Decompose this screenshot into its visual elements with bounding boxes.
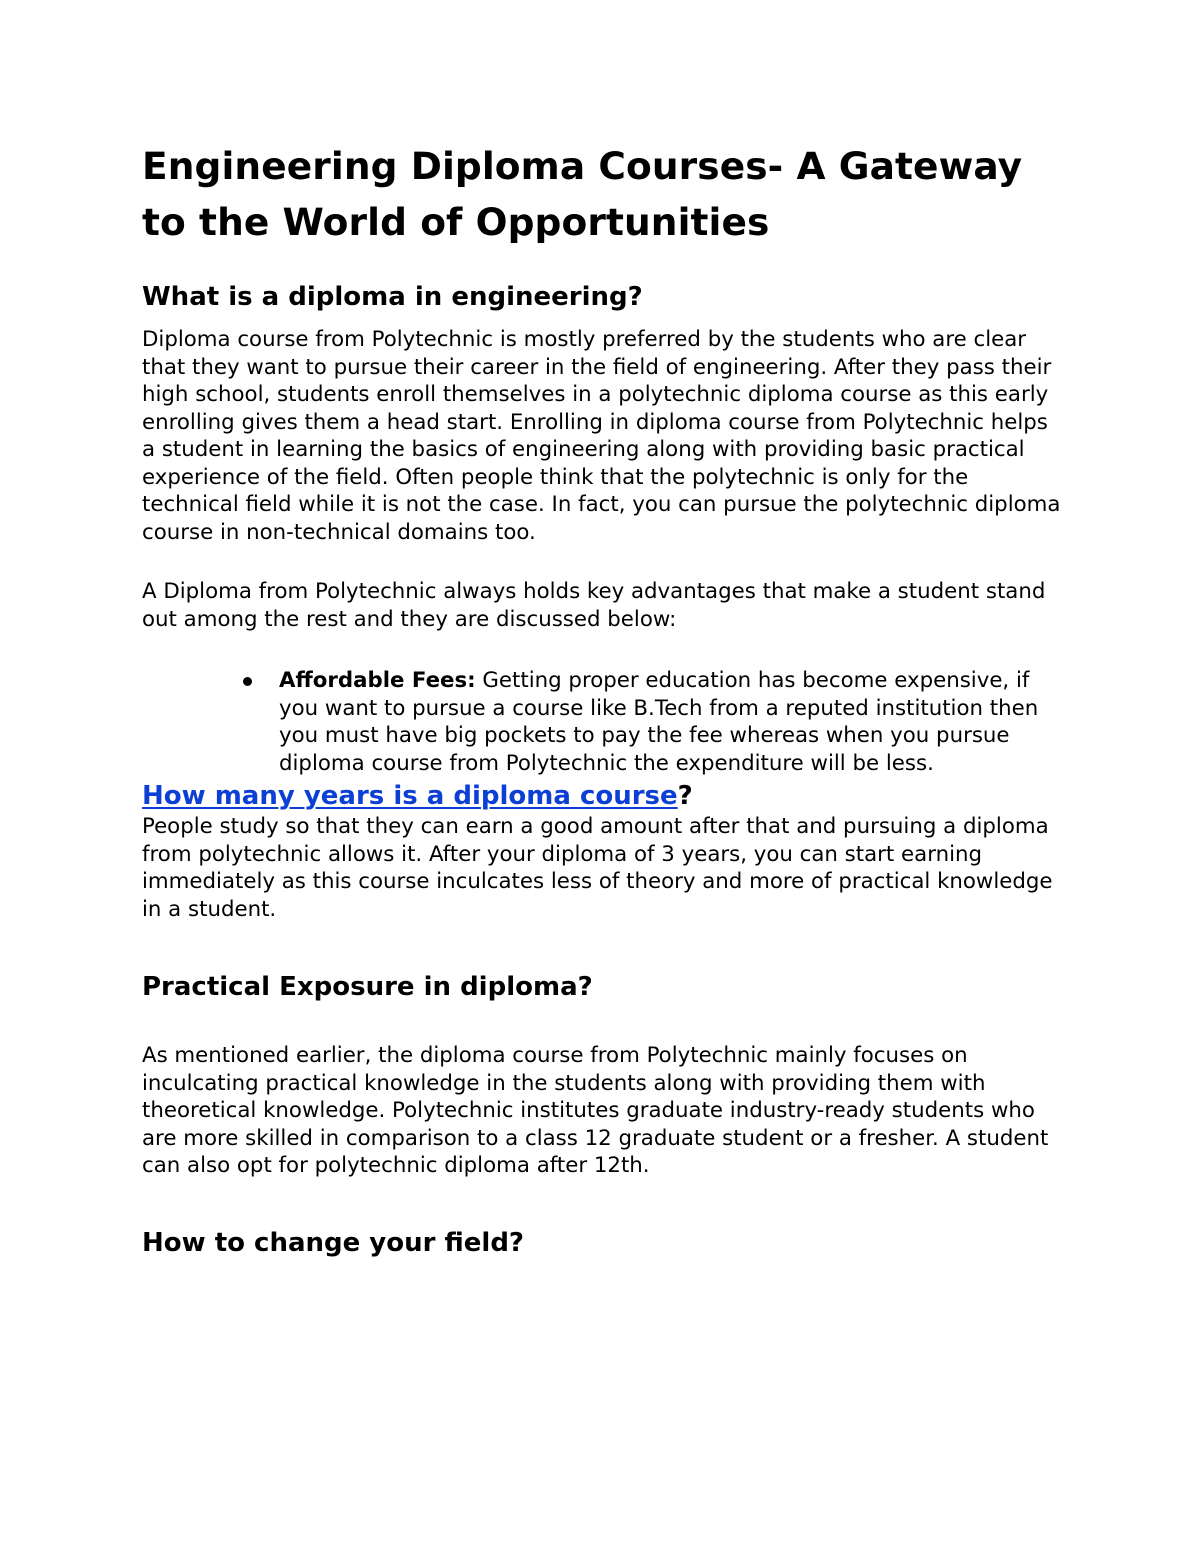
bullet-label: Affordable Fees: [279, 668, 476, 693]
bullet-text: Getting proper education has become expensive, if you want to pursue a course like B.Tech from a reputed institution then you must have big pockets to pay the fee whereas when you pursue diploma course from Polytechnic the expenditure will be less. [279, 668, 1039, 776]
section-heading-change-field: How to change your field? [142, 1227, 525, 1258]
intro-paragraph-2: A Diploma from Polytechnic always holds key advantages that make a student stand out among the rest and they are discussed below: [142, 579, 1046, 632]
document-title: Engineering Diploma Courses- A Gateway to the World of Opportunities [142, 144, 1023, 244]
bullet-icon [243, 677, 252, 686]
section-heading-years [142, 779, 1067, 813]
practical-paragraph: As mentioned earlier, the diploma course from Polytechnic mainly focuses on inculcating practical knowledge in the students along with providing them with theoretical knowledge. Polytechnic institutes graduate industry-ready students who are more skilled in comparison to a class 12 graduate student or a fresher. A student can also opt for polytechnic diploma after 12th. [142, 1043, 1049, 1178]
list-item [142, 667, 1067, 777]
section-heading-what-is-diploma: What is a diploma in engineering? [142, 282, 643, 312]
diploma-course-link[interactable]: How many years is a diploma course [142, 781, 678, 811]
section-heading-practical-exposure: Practical Exposure in diploma? [142, 972, 593, 1002]
document-page [142, 138, 1067, 1260]
years-paragraph: People study so that they can earn a good amount after that and pursuing a diploma from polytechnic allows it. After your diploma of 3 years, you can start earning immediately as this course inculcates less of theory and more of practical knowledge in a student. [142, 814, 1053, 922]
advantages-list [142, 667, 1067, 777]
intro-paragraph-1: Diploma course from Polytechnic is mostly preferred by the students who are clear that they want to pursue their career in the field of engineering. After they pass their high school, students enroll themselves in a polytechnic diploma course as this early enrolling gives them a head start. Enrolling in diploma course from Polytechnic helps a student in learning the basics of engineering along with providing basic practical experience of the field. Often people think that the polytechnic is only for the technical field while it is not the case. In fact, you can pursue the polytechnic diploma course in non-technical domains too. [142, 327, 1061, 545]
heading-question-mark: ? [677, 781, 693, 811]
